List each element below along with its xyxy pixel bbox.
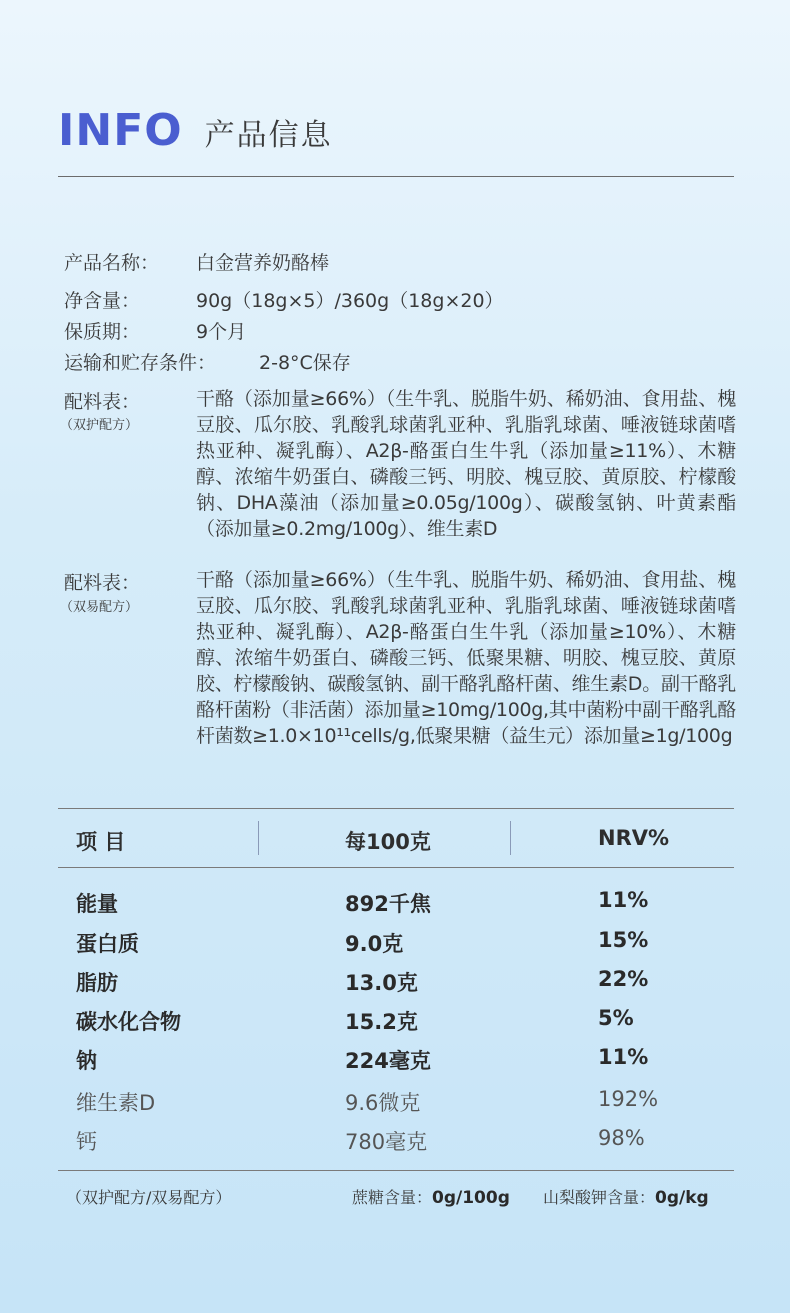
sucrose-label: 蔗糖含量： (352, 1188, 433, 1207)
table-row (0, 1126, 790, 1156)
sorbate-info (543, 1185, 709, 1208)
nutrient-per100: 15.2克 (345, 1010, 418, 1034)
table-row (0, 1045, 790, 1075)
ingredients-formula-2: （双易配方） (60, 600, 139, 615)
shelf-life-value: 9个月 (196, 321, 247, 343)
table-header-divider (510, 821, 511, 855)
table-row (0, 888, 790, 918)
table-row (0, 928, 790, 958)
ingredients-text-2: 干酪（添加量≥66%）（生牛乳、脱脂牛奶、稀奶油、食用盐、槐豆胶、瓜尔胶、乳酸乳球菌乳亚种、乳脂乳球菌、唾液链球菌嗜热亚种、凝乳酶）、A2β-酪蛋白生牛乳（添加量≥10%）、木糖醇、浓缩牛奶蛋白、磷酸三钙、低聚果糖、明胶、槐豆胶、黄原胶、柠檬酸钠、碳酸氢钠、副干酪乳酪杆菌、维生素D。副干酪乳酪杆菌粉（非活菌）添加量≥10mg/100g,其中菌粉中副干酪乳酪杆菌数≥1.0×10¹¹cells/g,低聚果糖（益生元）添加量≥1g/100g (196, 569, 736, 747)
net-content-row (64, 286, 504, 313)
sucrose-info (352, 1185, 510, 1208)
product-name-row (64, 248, 330, 275)
nutrient-name: 能量 (76, 892, 118, 916)
table-top-border (58, 808, 734, 809)
storage-row (64, 348, 351, 375)
sucrose-value: 0g/100g (432, 1188, 510, 1208)
table-header-border (58, 867, 734, 868)
product-name-label: 产品名称： (64, 252, 160, 274)
header-divider (58, 176, 734, 177)
ingredients-label-2: 配料表： (64, 572, 141, 594)
nutrient-per100: 892千焦 (345, 892, 431, 916)
shelf-life-label: 保质期： (64, 321, 141, 343)
net-content-label: 净含量： (64, 290, 141, 312)
nutrient-per100: 780毫克 (345, 1130, 428, 1154)
nutrient-name: 脂肪 (76, 971, 118, 995)
nutrient-nrv: 11% (598, 888, 649, 912)
info-heading: INFO (58, 105, 183, 156)
table-row (0, 1006, 790, 1036)
table-header-divider (258, 821, 259, 855)
ingredients-label-1: 配料表： (64, 391, 141, 413)
nutrient-name: 维生素D (76, 1091, 156, 1115)
nutrient-nrv: 98% (598, 1126, 645, 1150)
nutrient-name: 碳水化合物 (76, 1010, 181, 1034)
page-header (58, 105, 333, 156)
nutrient-per100: 9.6微克 (345, 1091, 421, 1115)
sorbate-label: 山梨酸钾含量： (543, 1188, 656, 1207)
sorbate-value: 0g/kg (655, 1188, 709, 1208)
nutrient-nrv: 192% (598, 1087, 659, 1111)
page-title: 产品信息 (204, 118, 333, 153)
nutrient-per100: 13.0克 (345, 971, 418, 995)
nutrient-nrv: 11% (598, 1045, 649, 1069)
nutrient-name: 钠 (76, 1049, 97, 1073)
storage-label: 运输和贮存条件： (64, 352, 217, 374)
nutrient-nrv: 22% (598, 967, 649, 991)
product-name-value: 白金营养奶酪棒 (196, 252, 330, 274)
table-header-nrv: NRV% (598, 826, 670, 850)
nutrient-name: 蛋白质 (76, 932, 139, 956)
table-header-item: 项 目 (76, 830, 126, 854)
table-header-per100: 每100克 (345, 830, 431, 854)
shelf-life-row (64, 317, 247, 344)
nutrient-name: 钙 (76, 1130, 97, 1154)
nutrient-nrv: 5% (598, 1006, 634, 1030)
table-row (0, 967, 790, 997)
storage-value: 2-8°C保存 (259, 352, 351, 374)
nutrient-per100: 9.0克 (345, 932, 404, 956)
net-content-value: 90g（18g×5）/360g（18g×20） (196, 290, 504, 312)
ingredients-text-1: 干酪（添加量≥66%）（生牛乳、脱脂牛奶、稀奶油、食用盐、槐豆胶、瓜尔胶、乳酸乳球菌乳亚种、乳脂乳球菌、唾液链球菌嗜热亚种、凝乳酶）、A2β-酪蛋白生牛乳（添加量≥11%）、木糖醇、浓缩牛奶蛋白、磷酸三钙、明胶、槐豆胶、黄原胶、柠檬酸钠、DHA藻油（添加量≥0.05g/100g）、碳酸氢钠、叶黄素酯（添加量≥0.2mg/100g）、维生素D (196, 388, 736, 540)
table-bottom-border (58, 1170, 734, 1171)
nutrient-nrv: 15% (598, 928, 649, 952)
footer-formula: （双护配方/双易配方） (66, 1188, 232, 1207)
ingredients-formula-1: （双护配方） (60, 418, 139, 433)
table-row (0, 1087, 790, 1117)
nutrient-per100: 224毫克 (345, 1049, 431, 1073)
